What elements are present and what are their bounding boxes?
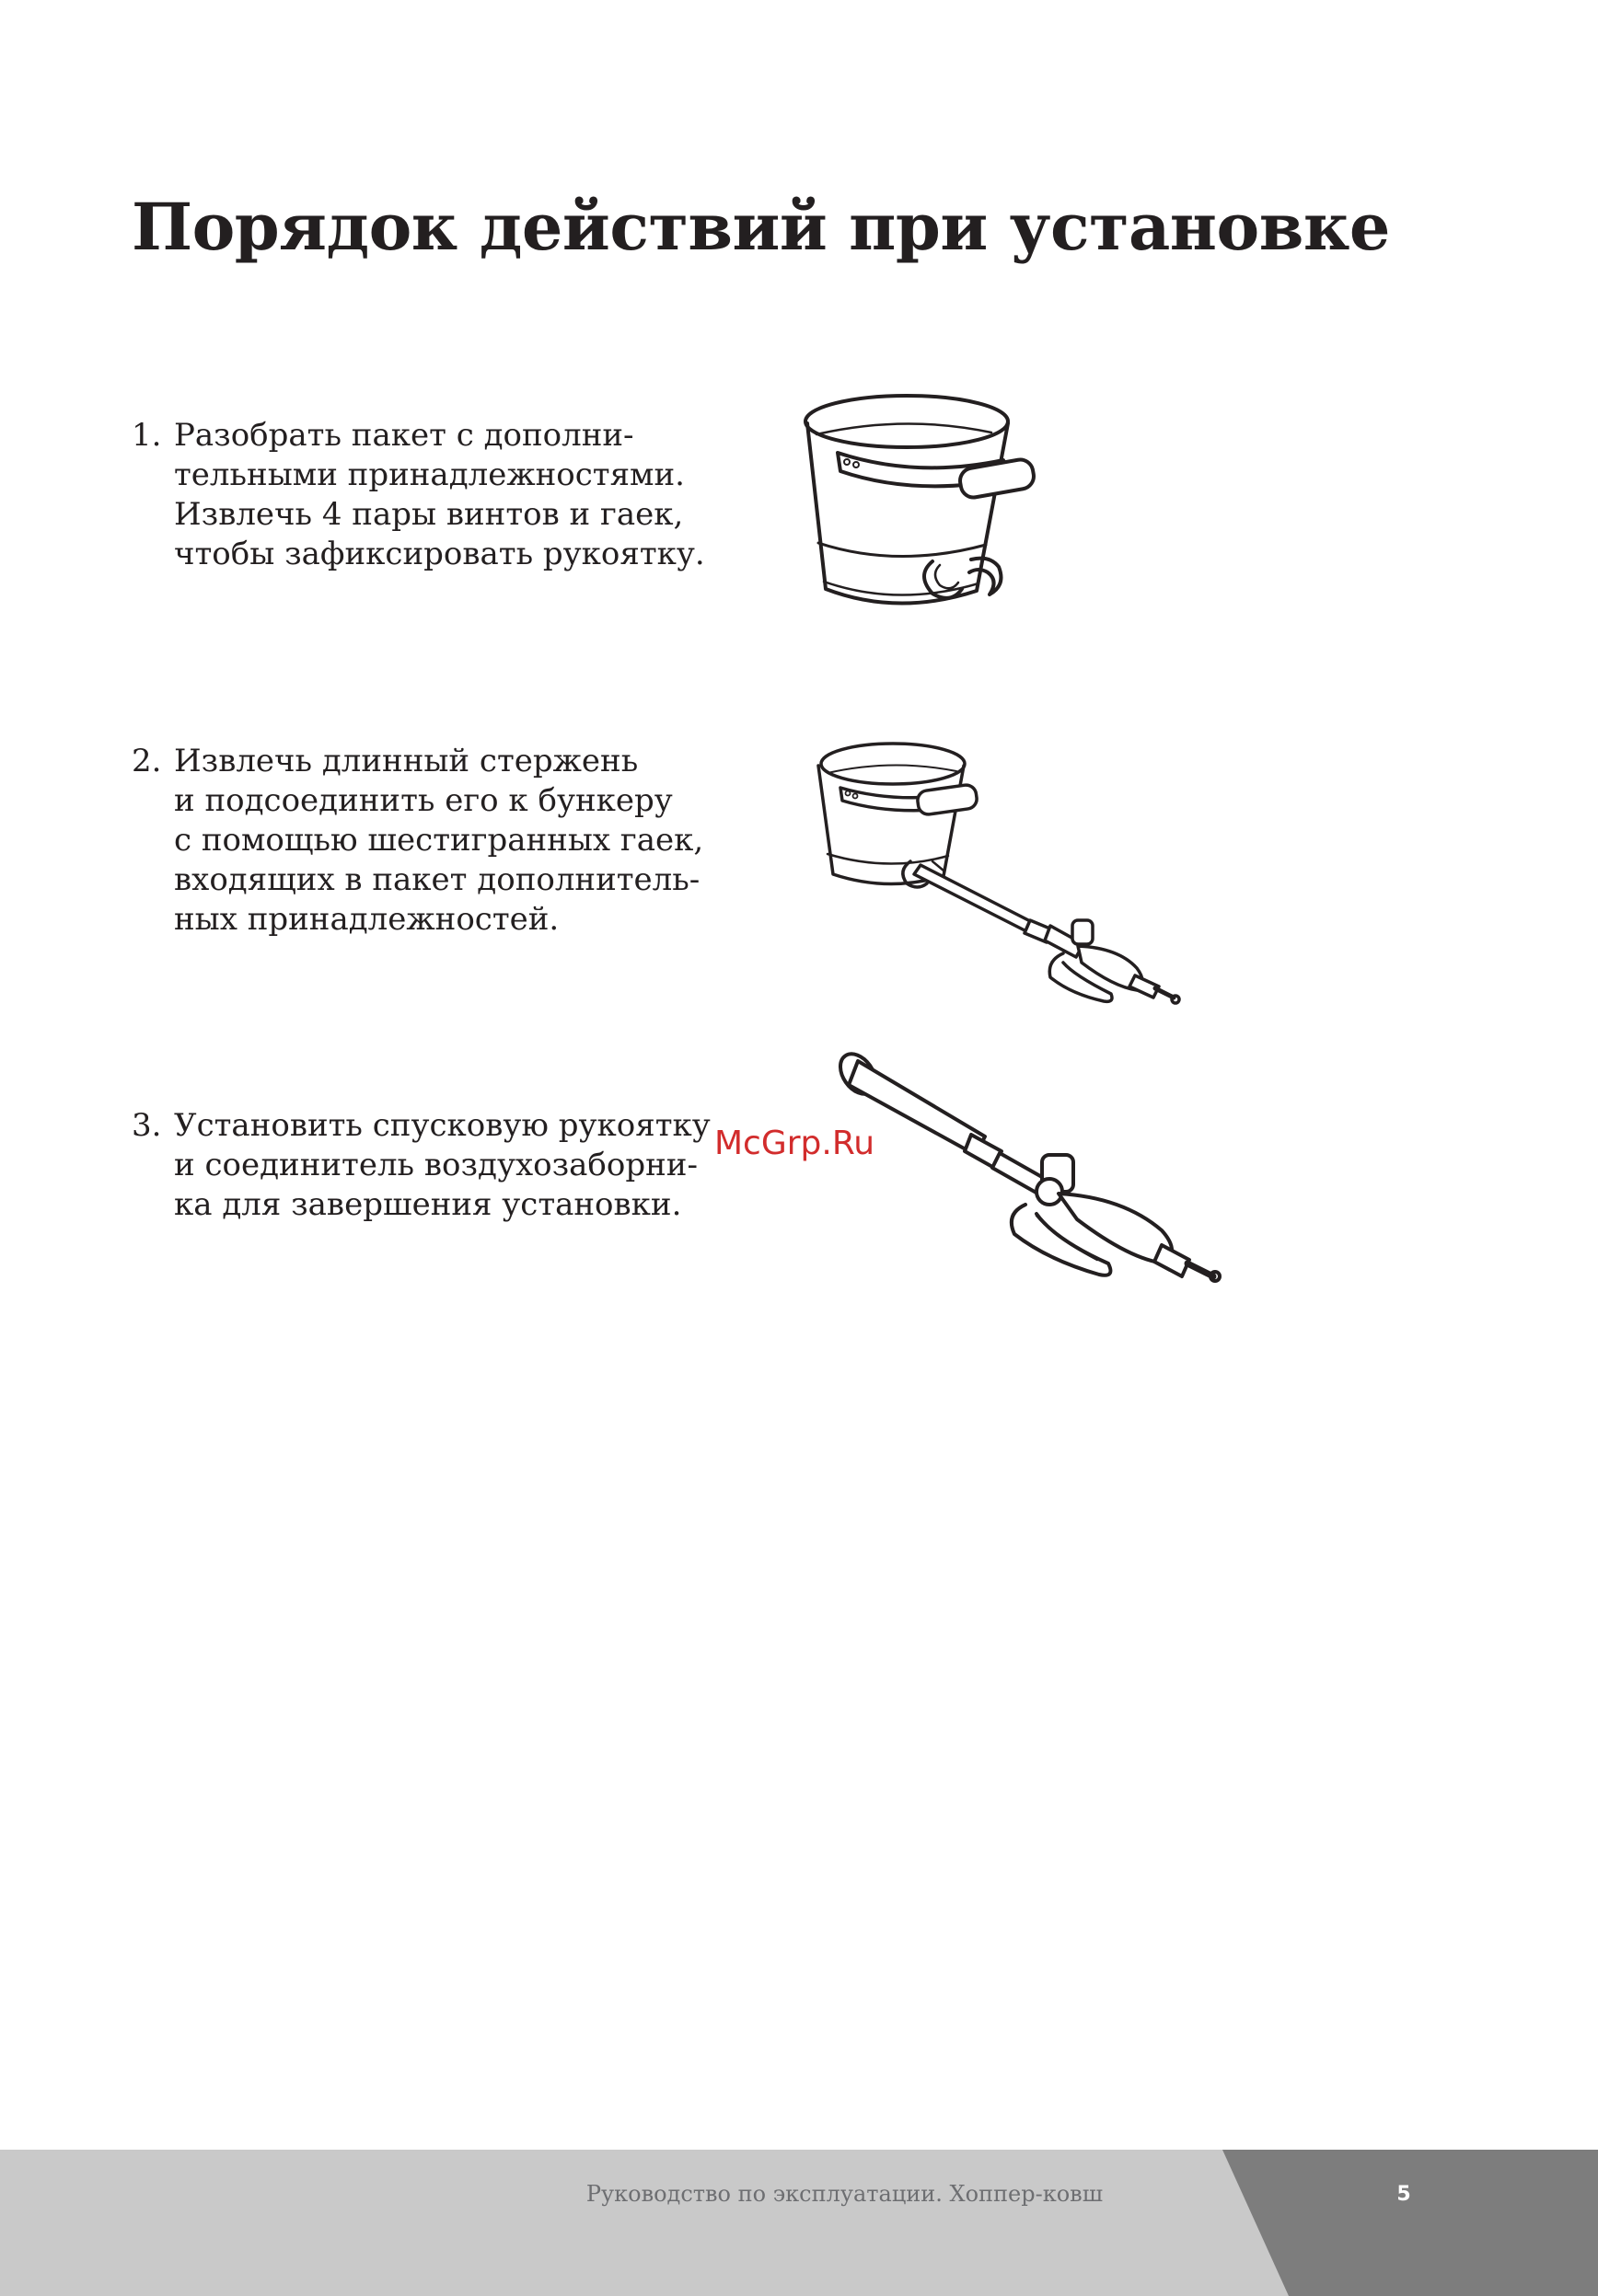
step-number: 3. [132,1107,162,1144]
step-line: входящих в пакет дополнитель- [174,861,701,898]
watermark: McGrp.Ru [714,1125,875,1162]
step-line: чтобы зафиксировать рукоятку. [174,536,705,572]
step-line: Извлечь 4 пары винтов и гаек, [174,496,684,533]
footer [0,2150,1598,2296]
step-line: и подсоединить его к бункеру [174,782,673,819]
step-text [174,416,782,574]
step-line: с помощью шестигранных гаек, [174,822,704,859]
footer-page-tab [0,2150,1598,2296]
footer-title: Руководство по эксплуатации. Хоппер-ковш [585,2181,1103,2207]
step-line: Разобрать пакет с дополни- [174,417,634,454]
step-line: ных принадлежностей. [174,901,560,938]
hopper-with-rod-icon [805,736,1192,1021]
step-number: 1. [132,417,162,454]
step-line: ка для завершения установки. [174,1186,682,1223]
step-line: Извлечь длинный стержень [174,743,639,779]
rod-with-trigger-icon [828,1035,1233,1302]
page-number: 5 [1396,2183,1411,2206]
step-line: Установить спусковую рукоятку [174,1107,711,1144]
page-title: Порядок действий при установке [132,189,1390,265]
step-text [174,742,782,940]
step-line: и соединитель воздухозаборни- [174,1147,698,1183]
step-line: тельными принадлежностями. [174,456,685,493]
step-number: 2. [132,743,162,779]
step-text [174,1106,782,1225]
hopper-bucket-icon [796,387,1054,621]
